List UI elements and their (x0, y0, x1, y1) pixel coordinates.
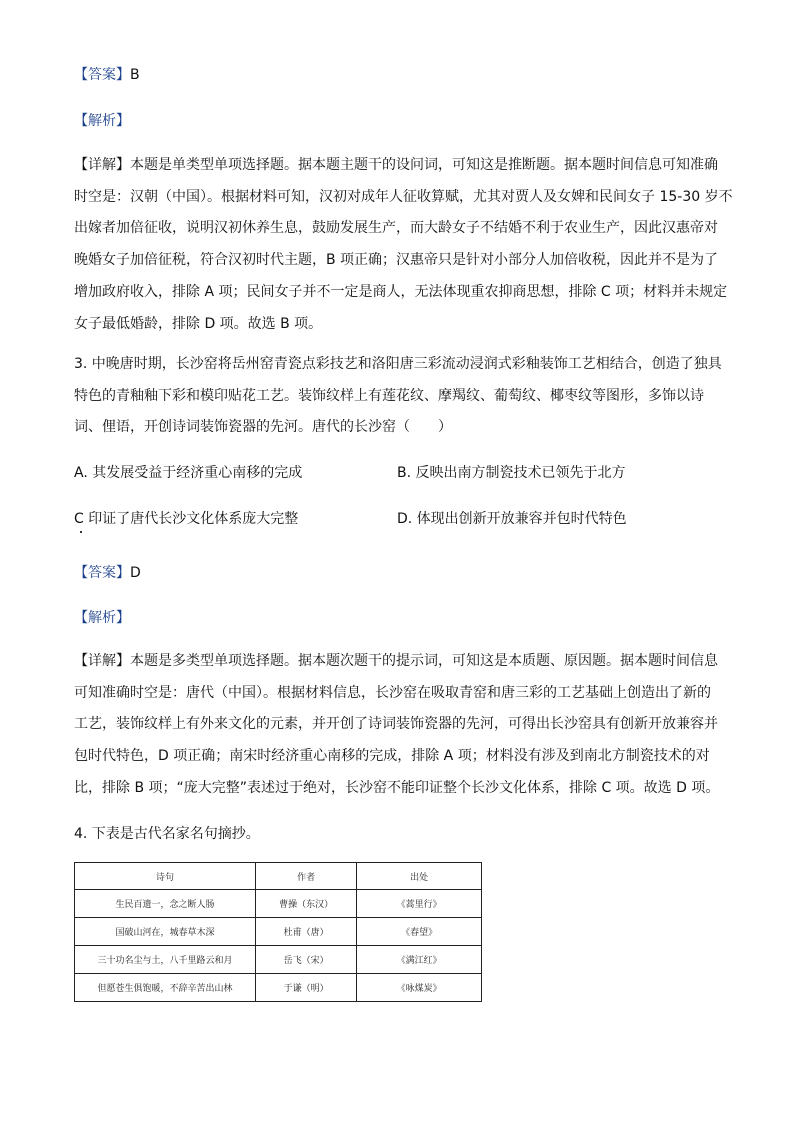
q2-answer-label: 【答案】 (74, 67, 130, 83)
q3-answer (74, 564, 141, 582)
q2-detail (74, 150, 733, 340)
q3-answer-label: 【答案】 (74, 565, 130, 581)
author-cell: 曹操（东汉） (256, 890, 357, 918)
q4-stem: 4. 下表是古代名家名句摘抄。 (74, 826, 260, 842)
table-row (75, 918, 482, 946)
q2-detail-line: 增加政府收入，排除 A 项；民间女子并不一定是商人，无法体现重农抑商思想，排除 C 项；材料并未规定 (74, 283, 728, 300)
verse-cell: 生民百遗一，念之断人肠 (75, 890, 256, 918)
source-cell: 《满江红》 (357, 946, 482, 974)
author-cell: 杜甫（唐） (256, 918, 357, 946)
q3-detail-line: 工艺，装饰纹样上有外来文化的元素，并开创了诗词装饰瓷器的先河，可得出长沙窑具有创新开放兼容并 (74, 716, 718, 733)
table-row (75, 946, 482, 974)
q3-detail-line: 比，排除 B 项；“庞大完整”表述过于绝对，长沙窑不能印证整个长沙文化体系，排除 C 项。故选 D 项。 (74, 779, 720, 796)
column-header-author: 作者 (256, 863, 357, 890)
source-cell: 《蒿里行》 (357, 890, 482, 918)
verse-cell: 但愿苍生俱饱暖，不辞辛苦出山林 (75, 974, 256, 1002)
table-header-row (75, 863, 482, 890)
table-row (75, 974, 482, 1002)
author-cell: 岳飞（宋） (256, 946, 357, 974)
q3-option-a: A. 其发展受益于经济重心南移的完成 (74, 465, 303, 481)
verse-cell: 国破山河在，城春草木深 (75, 918, 256, 946)
q3-option-d: D. 体现出创新开放兼容并包时代特色 (397, 511, 627, 527)
q3-option-b: B. 反映出南方制瓷技术已领先于北方 (397, 465, 626, 481)
q2-answer-value: B (130, 67, 140, 83)
author-cell: 于谦（明） (256, 974, 357, 1002)
q3-detail (74, 646, 724, 805)
q3-option-c: C 印证了唐代长沙文化体系庞大完整 (74, 511, 299, 527)
q3-stem-line: 特色的青釉釉下彩和模印贴花工艺。装饰纹样上有莲花纹、摩羯纹、葡萄纹、椰枣纹等图形，多饰以诗 (74, 387, 704, 404)
q3-stem-line: 3. 中晚唐时期，长沙窑将岳州窑青瓷点彩技艺和洛阳唐三彩流动浸润式彩釉装饰工艺相结合，创造了独具 (74, 356, 722, 372)
q2-detail-line: 女子最低婚龄，排除 D 项。故选 B 项。 (74, 315, 323, 332)
q2-detail-line: 【详解】本题是单类型单项选择题。据本题主题干的设问词，可知这是推断题。据本题时间信息可知准确 (74, 157, 718, 173)
q2-detail-line: 时空是：汉朝（中国）。根据材料可知，汉初对成年人征收算赋，尤其对贾人及女婢和民间女子 15-30 岁不 (74, 188, 733, 205)
column-header-source: 出处 (357, 863, 482, 890)
q3-answer-value: D (130, 565, 141, 581)
verse-cell: 三十功名尘与土，八千里路云和月 (75, 946, 256, 974)
q2-detail-line: 晚婚女子加倍征税，符合汉初时代主题，B 项正确；汉惠帝只是针对小部分人加倍收税，因此并不是为了 (74, 252, 719, 269)
q3-stem-line: 词、俚语，开创诗词装饰瓷器的先河。唐代的长沙窑（ ） (74, 419, 452, 436)
source-cell: 《春望》 (357, 918, 482, 946)
quotes-table (74, 862, 482, 1002)
table-row (75, 890, 482, 918)
q2-analysis-label: 【解析】 (74, 113, 130, 129)
column-header-verse: 诗句 (75, 863, 256, 890)
q3-detail-line: 包时代特色，D 项正确；南宋时经济重心南移的完成，排除 A 项；材料没有涉及到南北方制瓷技术的对 (74, 748, 710, 765)
q3-detail-line: 【详解】本题是多类型单项选择题。据本题次题干的提示词，可知这是本质题、原因题。据本题时间信息 (74, 653, 718, 669)
q3-detail-line: 可知准确时空是：唐代（中国）。根据材料信息，长沙窑在吸取青窑和唐三彩的工艺基础上创造出了新的 (74, 684, 711, 701)
q3-stem (74, 349, 724, 444)
stray-dot (80, 531, 82, 533)
q3-analysis-label: 【解析】 (74, 610, 130, 626)
source-cell: 《咏煤炭》 (357, 974, 482, 1002)
q2-answer (74, 66, 140, 84)
q2-detail-line: 出嫁者加倍征收，说明汉初休养生息，鼓励发展生产，而大龄女子不结婚不利于农业生产，因此汉惠帝对 (74, 220, 718, 237)
